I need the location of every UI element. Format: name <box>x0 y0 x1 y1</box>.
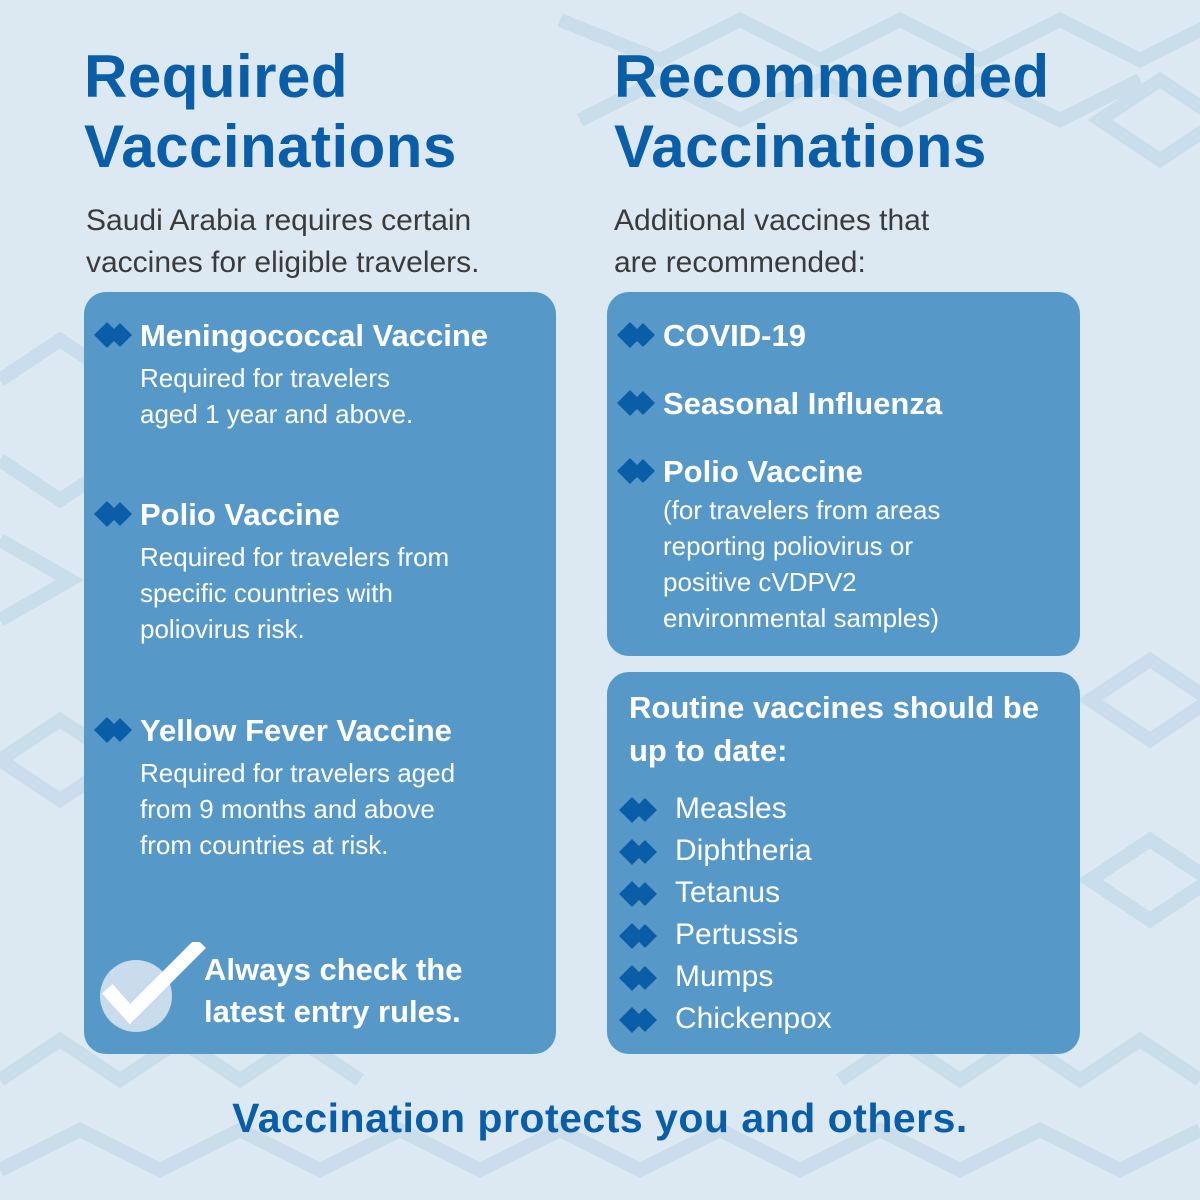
recommended-subtitle-line2: are recommended: <box>614 246 866 279</box>
routine-title: Routine vaccines should be up to date: <box>629 690 1039 768</box>
diamond-bullet-icon <box>617 320 657 350</box>
recommended-item-influenza <box>617 384 1070 424</box>
diamond-bullet-icon <box>94 499 134 529</box>
recommended-item-title: COVID-19 <box>663 318 806 353</box>
required-item-description: Required for travelers from specific countries with poliovirus risk. <box>140 542 450 644</box>
recommended-subtitle-line1: Additional vaccines that <box>614 204 930 237</box>
recommended-subtitle <box>614 200 929 284</box>
diamond-bullet-icon <box>617 388 657 418</box>
routine-item-label: Tetanus <box>675 876 781 909</box>
entry-rules-line2: latest entry rules. <box>204 994 461 1029</box>
diamond-bullet-icon <box>617 456 657 486</box>
required-subtitle-line2: vaccines for eligible travelers. <box>86 246 480 279</box>
recommended-item-title: Seasonal Influenza <box>663 386 943 421</box>
diamond-bullet-icon <box>619 921 659 951</box>
recommended-title-line2: Vaccinations <box>614 113 987 180</box>
entry-rules-line1: Always check the <box>204 952 463 987</box>
recommended-item-polio <box>617 452 1070 636</box>
diamond-bullet-icon <box>619 795 659 825</box>
recommended-item-description: (for travelers from areas reporting poliovirus or positive cVDPV2 environmental samples) <box>663 495 941 633</box>
required-item-meningococcal <box>94 316 546 432</box>
routine-item-label: Chickenpox <box>675 1002 832 1035</box>
required-title <box>84 42 457 182</box>
recommended-title-line1: Recommended <box>614 43 1050 110</box>
routine-item-label: Pertussis <box>675 918 799 951</box>
required-item-description: Required for travelers aged from 9 months and above from countries at risk. <box>140 758 456 860</box>
required-title-line1: Required <box>84 43 349 110</box>
diamond-bullet-icon <box>619 1005 659 1035</box>
routine-item-label: Diphtheria <box>675 834 812 867</box>
recommended-title <box>614 42 1050 182</box>
recommended-panel <box>607 292 1080 656</box>
required-item-title: Meningococcal Vaccine <box>140 318 489 353</box>
required-subtitle-line1: Saudi Arabia requires certain <box>86 204 472 237</box>
required-item-polio <box>94 495 546 647</box>
required-panel <box>84 292 556 1054</box>
routine-item-label: Mumps <box>675 960 774 993</box>
required-item-title: Yellow Fever Vaccine <box>140 713 452 748</box>
entry-rules-note <box>204 949 534 1033</box>
recommended-item-covid <box>617 316 1070 356</box>
required-item-title: Polio Vaccine <box>140 497 340 532</box>
required-item-description: Required for travelers aged 1 year and above. <box>140 363 414 429</box>
required-item-yellow-fever <box>94 711 546 863</box>
diamond-bullet-icon <box>619 837 659 867</box>
diamond-bullet-icon <box>94 320 134 350</box>
routine-item-label: Measles <box>675 792 787 825</box>
checkmark-icon <box>98 942 210 1042</box>
recommended-item-title: Polio Vaccine <box>663 454 863 489</box>
diamond-bullet-icon <box>619 879 659 909</box>
required-subtitle <box>86 200 480 284</box>
footer-slogan: Vaccination protects you and others. <box>232 1095 968 1141</box>
diamond-bullet-icon <box>94 715 134 745</box>
routine-panel <box>607 672 1080 1054</box>
diamond-bullet-icon <box>619 963 659 993</box>
required-title-line2: Vaccinations <box>84 113 457 180</box>
